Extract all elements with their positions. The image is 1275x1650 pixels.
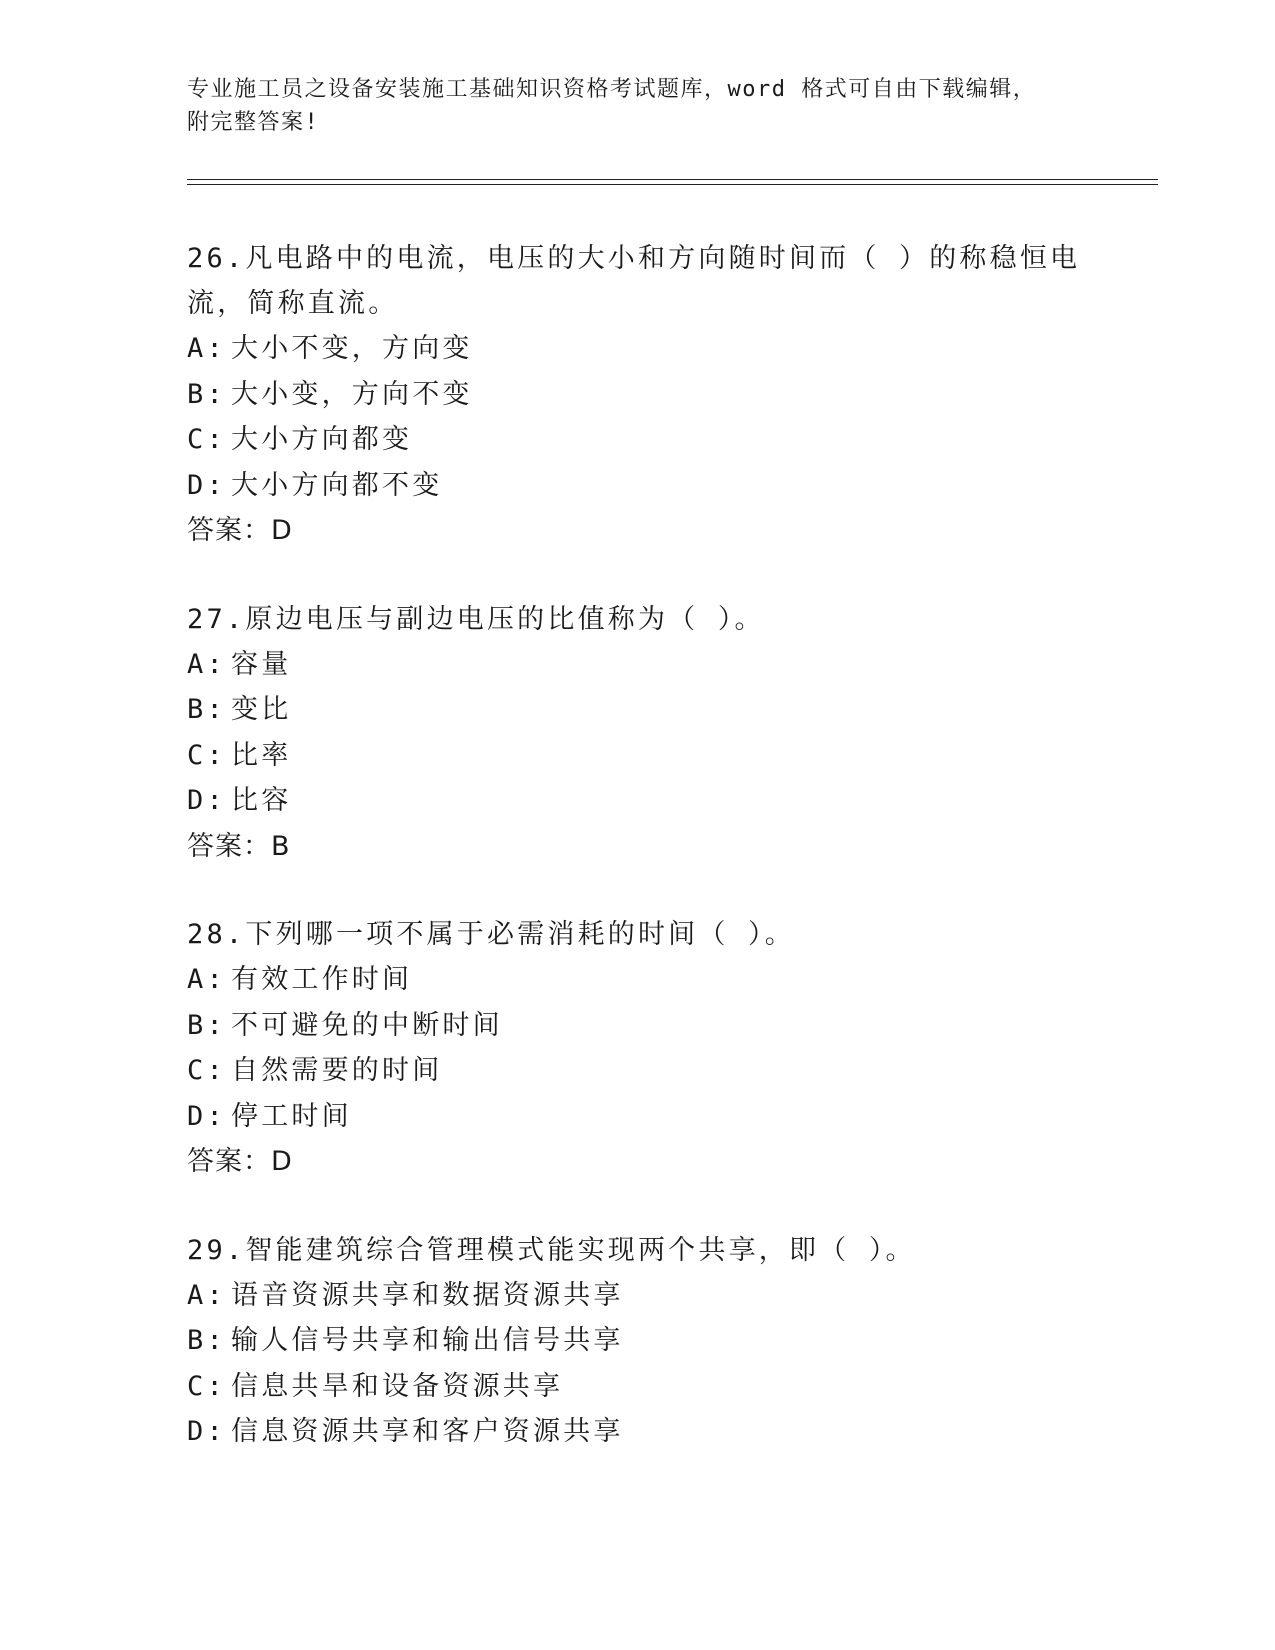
option-d (187, 778, 1107, 824)
option-text: 比率 (231, 739, 292, 771)
option-b (187, 1003, 1107, 1049)
option-text: 大小不变，方向变 (231, 333, 473, 364)
option-b (187, 372, 1107, 418)
option-text: 容量 (231, 648, 292, 680)
option-a (187, 326, 1107, 372)
question-26 (187, 236, 1107, 554)
option-a (187, 1273, 1107, 1319)
question-stem: 27.原边电压与副边电压的比值称为（ ）。 (187, 603, 765, 635)
option-a (187, 642, 1107, 688)
option-key: D: (187, 1416, 226, 1447)
option-key: B: (187, 378, 226, 410)
option-d (187, 1409, 1107, 1455)
header-line-2: 附完整答案! (187, 110, 320, 135)
option-key: B: (187, 1325, 226, 1356)
option-key: A: (187, 1279, 226, 1311)
option-c (187, 417, 1107, 463)
option-text: 大小变，方向不变 (231, 378, 473, 410)
question-29 (187, 1228, 1107, 1455)
option-text: 比容 (231, 785, 292, 816)
option-key: D: (187, 469, 226, 501)
header-line-1: 专业施工员之设备安装施工基础知识资格考试题库，word 格式可自由下载编辑， (187, 77, 1037, 102)
option-b (187, 1318, 1107, 1364)
option-key: B: (187, 1009, 226, 1041)
option-key: A: (187, 648, 226, 680)
option-d (187, 463, 1107, 509)
option-b (187, 687, 1107, 733)
option-text: 输人信号共享和输出信号共享 (231, 1325, 624, 1356)
header-rule-top (187, 179, 1158, 180)
question-stem: 26.凡电路中的电流，电压的大小和方向随时间而（ ）的称稳恒电流，简称直流。 (187, 243, 1081, 319)
option-text: 变比 (231, 694, 292, 725)
question-27 (187, 597, 1107, 870)
answer-line: 答案：B (187, 830, 291, 862)
option-text: 有效工作时间 (231, 964, 413, 995)
answer-line: 答案：D (187, 515, 293, 546)
option-key: A: (187, 333, 226, 364)
option-d (187, 1094, 1107, 1140)
question-stem: 29.智能建筑综合管理模式能实现两个共享，即（ ）。 (187, 1234, 916, 1266)
question-28 (187, 912, 1107, 1185)
option-c (187, 1364, 1107, 1410)
option-text: 自然需要的时间 (231, 1055, 443, 1086)
option-key: A: (187, 964, 226, 995)
option-text: 语音资源共享和数据资源共享 (231, 1279, 624, 1311)
option-text: 不可避免的中断时间 (231, 1009, 503, 1041)
answer-line: 答案：D (187, 1146, 293, 1177)
header-rule-bottom (187, 184, 1158, 185)
option-text: 大小方向都不变 (231, 469, 443, 501)
option-key: B: (187, 694, 226, 725)
option-key: C: (187, 1370, 226, 1402)
option-c (187, 733, 1107, 779)
option-text: 大小方向都变 (231, 424, 413, 455)
option-text: 信息共旱和设备资源共享 (231, 1370, 564, 1402)
option-a (187, 957, 1107, 1003)
question-stem: 28.下列哪一项不属于必需消耗的时间（ ）。 (187, 919, 795, 950)
option-key: C: (187, 739, 226, 771)
option-key: C: (187, 1055, 226, 1086)
option-key: D: (187, 785, 226, 816)
document-header (187, 73, 1087, 139)
option-key: D: (187, 1100, 226, 1132)
option-text: 停工时间 (231, 1100, 352, 1132)
option-c (187, 1048, 1107, 1094)
option-key: C: (187, 424, 226, 455)
question-list (187, 236, 1107, 1498)
option-text: 信息资源共享和客户资源共享 (231, 1416, 624, 1447)
